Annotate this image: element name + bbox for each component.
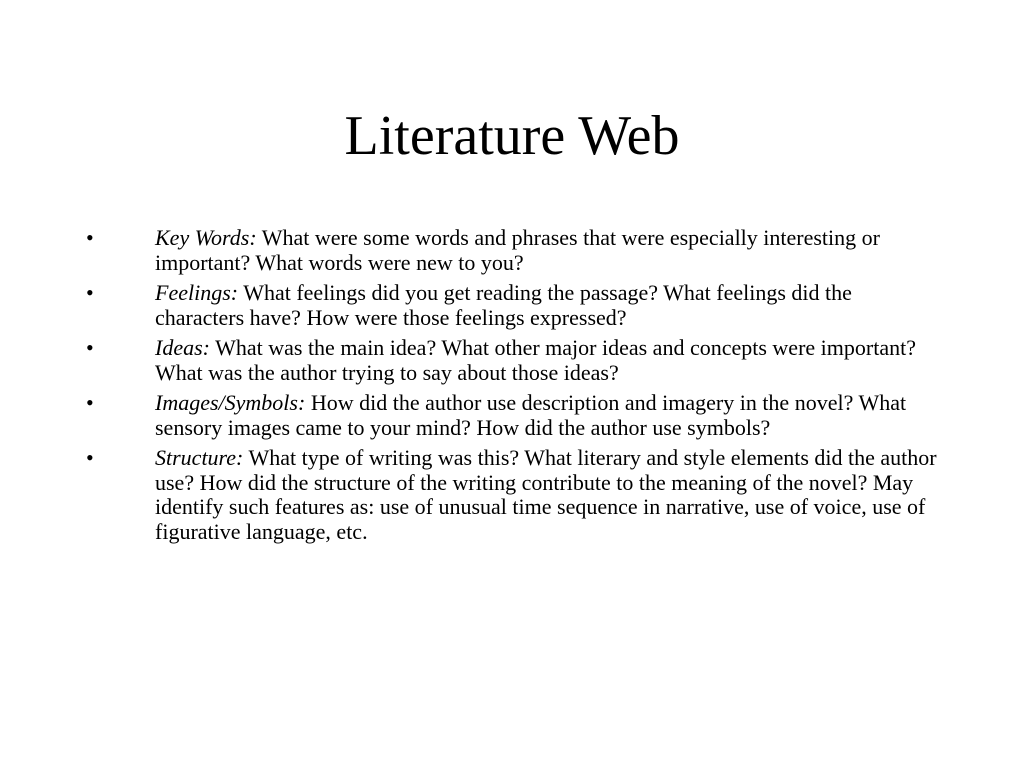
bullet-label: Structure: xyxy=(155,445,244,470)
slide-title: Literature Web xyxy=(344,105,680,167)
bullet-label: Images/Symbols: xyxy=(155,390,306,415)
bullet-icon: • xyxy=(86,445,94,470)
bullet-text: What were some words and phrases that were especially interesting or important? What words were new to you? xyxy=(155,225,880,275)
bullet-icon: • xyxy=(86,390,94,415)
bullet-text: What feelings did you get reading the passage? What feelings did the characters have? How were those feelings expressed? xyxy=(155,280,852,330)
bullet-item-images-symbols xyxy=(0,391,1024,440)
bullet-item-key-words xyxy=(0,226,1024,275)
bullet-item-feelings xyxy=(0,281,1024,330)
bullet-text: What was the main idea? What other major ideas and concepts were important? What was the author trying to say about those ideas? xyxy=(155,335,916,385)
bullet-list xyxy=(0,226,1024,550)
bullet-item-ideas xyxy=(0,336,1024,385)
bullet-text: What type of writing was this? What literary and style elements did the author use? How did the structure of the writing contribute to the meaning of the novel? May identify such features as: use of unusual time sequence in narrative, use of voice, use of figurative language, etc. xyxy=(155,445,937,544)
bullet-label: Key Words: xyxy=(155,225,257,250)
bullet-icon: • xyxy=(86,280,94,305)
bullet-label: Ideas: xyxy=(155,335,210,360)
bullet-label: Feelings: xyxy=(155,280,239,305)
bullet-text: How did the author use description and imagery in the novel? What sensory images came to your mind? How did the author use symbols? xyxy=(155,390,907,440)
bullet-icon: • xyxy=(86,225,94,250)
bullet-item-structure xyxy=(0,446,1024,544)
bullet-icon: • xyxy=(86,335,94,360)
